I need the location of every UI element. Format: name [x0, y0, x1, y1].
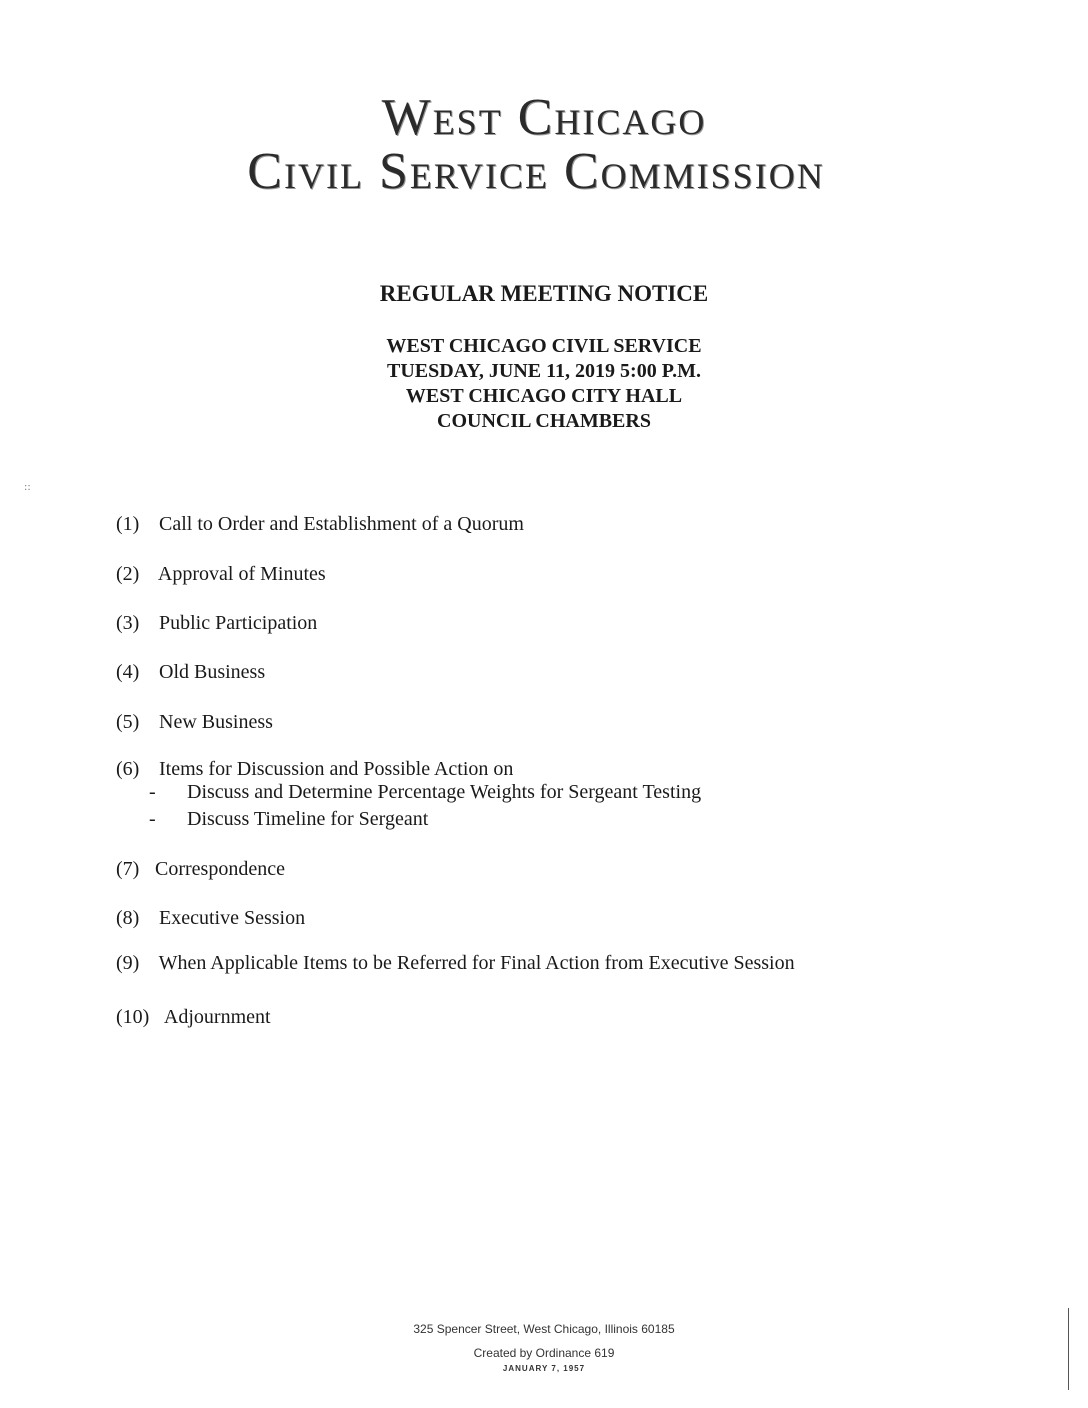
agenda-item-text: Items for Discussion and Possible Action on [159, 758, 514, 780]
agenda-sub-item [149, 808, 428, 831]
agenda-item-number: (9) [116, 952, 140, 974]
agenda-item-text: Adjournment [163, 1006, 271, 1028]
agenda-item-text: New Business [159, 711, 273, 733]
scan-edge-line [1068, 1308, 1069, 1390]
scan-mark: :: [24, 482, 31, 493]
agenda-item-number: (7) [116, 858, 140, 880]
agenda-item-number: (10) [116, 1006, 150, 1028]
agenda-item-text: When Applicable Items to be Referred for Final Action from Executive Session [158, 952, 795, 974]
agenda-item [116, 612, 317, 635]
agenda-item [116, 907, 305, 930]
agenda-sub-item [149, 781, 701, 804]
agenda-sub-item-text: Discuss Timeline for Sergeant [187, 808, 429, 830]
agenda-item [116, 711, 273, 734]
meeting-location: WEST CHICAGO CITY HALL [405, 385, 683, 407]
agenda-item [116, 858, 285, 881]
agenda-item [116, 513, 524, 536]
agenda-item-number: (2) [116, 563, 140, 585]
agenda-item [116, 563, 326, 586]
agenda-item-number: (8) [116, 907, 140, 929]
agenda-item-number: (6) [116, 758, 140, 780]
footer-date: JANUARY 7, 1957 [502, 1364, 586, 1373]
agenda-item [116, 952, 795, 975]
meeting-room: COUNCIL CHAMBERS [437, 410, 651, 432]
org-title-line-2: Civil Service Commission [247, 143, 825, 200]
org-title-line-1: West Chicago [381, 89, 707, 146]
agenda-item-text: Correspondence [155, 858, 285, 880]
agenda-item-number: (1) [116, 513, 140, 535]
agenda-item-number: (5) [116, 711, 140, 733]
footer-address: 325 Spencer Street, West Chicago, Illinois 60185 [413, 1322, 675, 1336]
meeting-body: WEST CHICAGO CIVIL SERVICE [386, 335, 702, 357]
notice-title: REGULAR MEETING NOTICE [379, 281, 709, 306]
agenda-item-text: Old Business [159, 661, 266, 683]
agenda-item-text: Call to Order and Establishment of a Quorum [159, 513, 524, 535]
bullet-dash: - [149, 808, 156, 830]
agenda-item [116, 661, 265, 684]
footer-ordinance: Created by Ordinance 619 [473, 1346, 615, 1360]
meeting-date-time: TUESDAY, JUNE 11, 2019 5:00 P.M. [387, 360, 701, 382]
bullet-dash: - [149, 781, 156, 803]
agenda-item-text: Approval of Minutes [157, 563, 326, 585]
meeting-details [0, 334, 1088, 434]
agenda-item-number: (3) [116, 612, 140, 634]
agenda-item [116, 758, 513, 781]
agenda-item-text: Executive Session [159, 907, 306, 929]
agenda-sub-item-text: Discuss and Determine Percentage Weights for Sergeant Testing [187, 781, 702, 803]
agenda-item-text: Public Participation [159, 612, 318, 634]
agenda-item-number: (4) [116, 661, 140, 683]
agenda-item [116, 1006, 271, 1029]
